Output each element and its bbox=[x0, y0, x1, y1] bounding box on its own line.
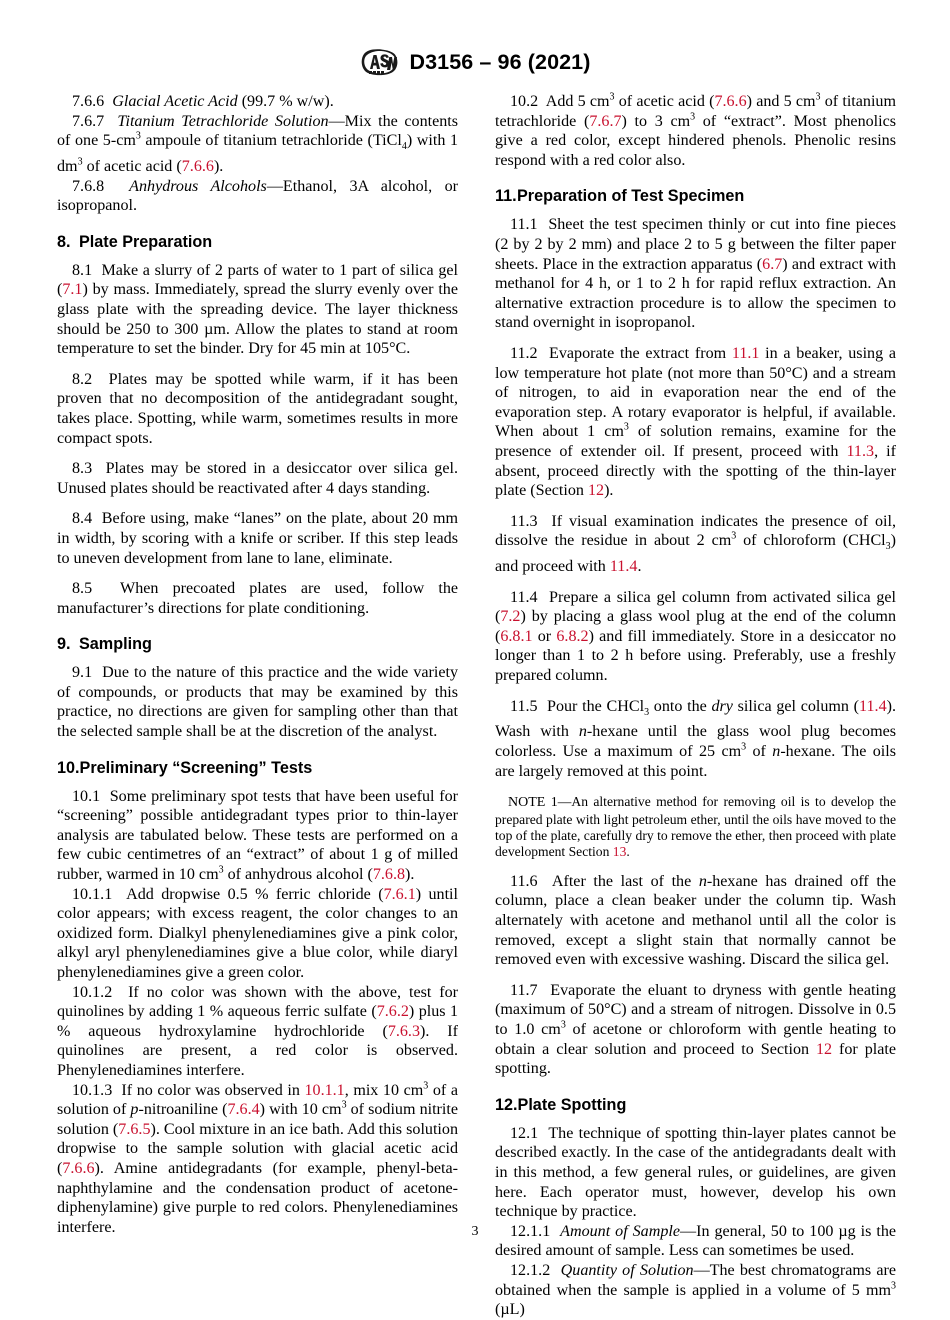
clause-number: 10.1.3 bbox=[72, 1081, 113, 1099]
clause-text: Evaporate the eluant to dryness with gentle heating (maximum of 50°C) and a stream of nitrogen. Dissolve in 0.5 to 1.0 $cm^3$ of acetone or chloroform with gentle heating to obtain a clear solution and proceed to Section 12 for plate spotting. bbox=[495, 981, 897, 1078]
cross-reference-7-6-5[interactable]: 7.6.5 bbox=[118, 1120, 151, 1138]
clause-10-1-3 bbox=[57, 1081, 458, 1238]
clause-11-2 bbox=[495, 344, 896, 501]
clause-11-5 bbox=[495, 697, 896, 782]
section-title: Plate Preparation bbox=[79, 232, 213, 251]
cross-reference-10-1-1[interactable]: 10.1.1 bbox=[304, 1081, 345, 1099]
clause-number: 11.2 bbox=[510, 344, 538, 362]
heading-section-10 bbox=[57, 759, 458, 778]
clause-text: Add dropwise 0.5 % ferric chloride (7.6.1) until color appears; with excess reagent, the color changes to an oxidized form. Dialkyl phenylenediamines give a pink color, alkyl aryl phenylenediamines give a blue color, while diaryl phenylenediamines give a green color. bbox=[57, 885, 458, 981]
clause-text: —Ethanol, 3A alcohol, or isopropanol. bbox=[57, 177, 459, 215]
clause-text: Prepare a silica gel column from activated silica gel (7.2) by placing a glass wool plug at the end of the column (6.8.1 or 6.8.2) and fill immediately. Store in a desiccator no longer than 1 to 2 h before using. Preferably, use a freshly prepared column. bbox=[495, 588, 896, 685]
cross-reference-11-3[interactable]: 11.3 bbox=[846, 442, 875, 460]
clause-text: Plates may be stored in a desiccator over silica gel. Unused plates should be reactivated after 4 days standing. bbox=[57, 460, 458, 497]
clause-text: The technique of spotting thin-layer plates cannot be described exactly. In the case of the antidegradants dealt with in this method, a few general rules, or guidelines, are given here. Each operator must, however, develop his own technique by practice. bbox=[495, 1124, 896, 1221]
note-label: NOTE 1 bbox=[508, 795, 558, 811]
section-title: Preparation of Test Specimen bbox=[517, 187, 745, 206]
clause-title: Anhydrous Alcohols bbox=[129, 177, 267, 195]
cross-reference-7-6-8[interactable]: 7.6.8 bbox=[372, 866, 406, 884]
clause-12-1-2 bbox=[495, 1261, 896, 1320]
clause-text: —Mix the contents of one $5-cm^3$ ampoule of titanium tetrachloride (TiCl$_4$) with 1 $dm^3$ of acetic acid (7.6.6). bbox=[57, 112, 459, 175]
clause-number: 8.5 bbox=[72, 580, 93, 598]
clause-10-2 bbox=[495, 92, 896, 170]
clause-7-6-8 bbox=[57, 177, 458, 216]
cross-reference-7-6-1[interactable]: 7.6.1 bbox=[383, 885, 416, 903]
cross-reference-7-1[interactable]: 7.1 bbox=[62, 281, 83, 299]
clause-title: Quantity of Solution bbox=[560, 1261, 694, 1279]
clause-text: If visual examination indicates the presence of oil, dissolve the residue in about 2 $cm^3$ of chloroform (CHCl$_3$) and proceed with 11.4. bbox=[495, 512, 896, 576]
cross-reference-7-6-4[interactable]: 7.6.4 bbox=[227, 1101, 260, 1119]
clause-9-1 bbox=[57, 663, 458, 741]
clause-text: Pour the CHCl$_3$ onto the dry silica gel column (11.4). Wash with n-hexane until the glass wool plug becomes colorless. Use a maximum of 25 $cm^3$ of n-hexane. The oils are largely removed at this point. bbox=[495, 697, 897, 780]
clause-text: Sheet the test specimen thinly or cut into fine pieces (2 by 2 by 2 mm) and place 2 to 5 g between the filter paper sheets. Place in the extraction apparatus (6.7) and extract with methanol for 4 h, or 1 to 2 h for rapid reflux extraction. An alternative extraction procedure is to allow the specimen to stand overnight in isopropanol. bbox=[495, 216, 896, 332]
clause-text: Before using, make “lanes” on the plate, about 20 mm in width, by scoring with a knife or scriber. If this step leads to uneven development from lane to lane, eliminate. bbox=[57, 510, 459, 567]
cross-reference-7-6-6[interactable]: 7.6.6 bbox=[181, 158, 214, 175]
section-number: 8. bbox=[57, 232, 71, 251]
clause-number: 10.2 bbox=[510, 93, 539, 110]
clause-8-2 bbox=[57, 370, 458, 448]
cross-reference-section-12[interactable]: 12 bbox=[587, 482, 605, 500]
clause-10-1 bbox=[57, 787, 458, 885]
right-column bbox=[495, 92, 896, 1320]
cross-reference-11-4[interactable]: 11.4 bbox=[609, 558, 638, 576]
clause-number: 11.1 bbox=[510, 216, 538, 234]
clause-number: 10.1.1 bbox=[72, 885, 113, 903]
clause-text: —The best chromatograms are obtained when the sample is applied in a volume of 5 $mm^3$ (µL) bbox=[495, 1261, 896, 1319]
clause-text: (99.7 % w/w). bbox=[237, 93, 334, 110]
clause-8-4 bbox=[57, 509, 458, 568]
cross-reference-6-8-2[interactable]: 6.8.2 bbox=[556, 627, 589, 645]
cross-reference-7-6-7[interactable]: 7.6.7 bbox=[589, 112, 622, 130]
heading-section-8 bbox=[57, 233, 458, 252]
clause-number: 10.1.2 bbox=[72, 983, 113, 1001]
clause-11-4 bbox=[495, 588, 896, 686]
clause-11-7 bbox=[495, 981, 896, 1079]
section-title: Sampling bbox=[79, 635, 152, 654]
cross-reference-7-6-3[interactable]: 7.6.3 bbox=[387, 1022, 420, 1040]
page-footer bbox=[0, 1224, 950, 1240]
clause-11-1 bbox=[495, 215, 896, 333]
clause-number: 10.1 bbox=[72, 787, 101, 805]
heading-section-11 bbox=[495, 187, 896, 206]
note-1 bbox=[495, 794, 896, 861]
clause-text: If no color was shown with the above, test for quinolines by adding 1 % aqueous ferric sulfate (7.6.2) plus 1 % aqueous hydroxylamine hydrochloride (7.6.3). If quinolines are present, a red color is observed. Phenylenediamines interfere. bbox=[57, 983, 459, 1079]
clause-number: 11.4 bbox=[510, 588, 538, 606]
clause-7-6-7 bbox=[57, 112, 458, 177]
section-number: 9. bbox=[57, 635, 71, 654]
left-column bbox=[57, 92, 458, 1320]
clause-number: 11.5 bbox=[510, 697, 538, 715]
clause-text: Evaporate the extract from 11.1 in a beaker, using a low temperature hot plate (not more than 50°C) and a stream of nitrogen, to aid in evaporation near the end of the evaporation step. A rotary evaporator is helpful, if available. When about 1 $cm^3$ of solution remains, examine for the presence of extender oil. If present, proceed with 11.3, if absent, proceed directly with the spotting of the thin-layer plate (Section 12). bbox=[495, 344, 896, 500]
clause-title: Glacial Acetic Acid bbox=[112, 93, 238, 110]
cross-reference-7-2[interactable]: 7.2 bbox=[500, 608, 521, 626]
clause-11-6 bbox=[495, 872, 896, 970]
page-header bbox=[0, 48, 950, 77]
heading-section-12 bbox=[495, 1096, 896, 1115]
clause-number: 7.6.8 bbox=[72, 177, 105, 195]
cross-reference-section-12b[interactable]: 12 bbox=[815, 1040, 833, 1058]
clause-text: Make a slurry of 2 parts of water to 1 part of silica gel (7.1) by mass. Immediately, spread the slurry evenly over the glass plate with the spreading device. The layer thickness should be 250 to 300 µm. Allow the plates to stand at room temperature to set the binder. Dry for 45 min at 105°C. bbox=[57, 261, 459, 358]
clause-number: 8.4 bbox=[72, 510, 93, 528]
section-title: Plate Spotting bbox=[517, 1095, 627, 1114]
clause-number: 12.1 bbox=[510, 1124, 539, 1142]
clause-8-5 bbox=[57, 579, 458, 618]
clause-number: 12.1.2 bbox=[510, 1261, 551, 1279]
two-column-body bbox=[57, 92, 897, 1320]
cross-reference-6-8-1[interactable]: 6.8.1 bbox=[500, 627, 533, 645]
clause-12-1 bbox=[495, 1124, 896, 1222]
heading-section-9 bbox=[57, 635, 458, 654]
clause-number: 8.3 bbox=[72, 460, 93, 478]
cross-reference-7-6-6b[interactable]: 7.6.6 bbox=[62, 1159, 95, 1177]
clause-number: 7.6.7 bbox=[72, 112, 105, 130]
clause-text: After the last of the n-hexane has drained off the column, place a clean beaker under the column tip. Wash alternately with acetone and methanol until all the color is removed, except a slight stain that normally cannot be removed even with excessive washing. Discard the silica gel. bbox=[495, 872, 896, 969]
clause-number: 11.6 bbox=[510, 872, 538, 890]
clause-text: Due to the nature of this practice and the wide variety of compounds, or products that may be examined by this practice, no directions are given for sampling other than that the selected sample shall be at the discretion of the analyst. bbox=[57, 664, 459, 741]
page-number: 3 bbox=[471, 1224, 479, 1239]
cross-reference-11-4b[interactable]: 11.4 bbox=[859, 697, 887, 715]
clause-8-3 bbox=[57, 459, 458, 498]
cross-reference-7-6-6c[interactable]: 7.6.6 bbox=[714, 93, 747, 110]
section-number: 10. bbox=[57, 758, 80, 777]
clause-title: Titanium Tetrachloride Solution bbox=[117, 112, 329, 130]
cross-reference-section-13[interactable]: 13 bbox=[612, 844, 627, 860]
clause-text: If no color was observed in 10.1.1, mix 10 $cm^3$ of a solution of p-nitroaniline (7.6.4) with 10 $cm^3$ of sodium nitrite solution (7.6.5). Cool mixture in an ice bath. Add this solution dropwise to the sample solution with glacial acetic acid (7.6.6). Amine antidegradants (for example, phenyl-beta-naphthylamine and the condensation product of acetone-diphenylamine) give purple to red colors. Phenylenediamines interfere. bbox=[57, 1080, 459, 1236]
clause-text: —In general, 50 to 100 µg is the desired amount of sample. Less can sometimes be used. bbox=[495, 1222, 897, 1260]
clause-title: Amount of Sample bbox=[560, 1222, 681, 1240]
clause-10-1-2 bbox=[57, 983, 458, 1081]
clause-number: 9.1 bbox=[72, 664, 93, 682]
clause-number: 8.1 bbox=[72, 261, 93, 279]
clause-7-6-6 bbox=[57, 92, 458, 112]
clause-11-3 bbox=[495, 512, 896, 577]
clause-text: When precoated plates are used, follow the manufacturer’s directions for plate conditioning. bbox=[57, 580, 459, 617]
clause-text: Some preliminary spot tests that have been useful for “screening” possible antidegradant types prior to thin-layer analysis are tabulated below. These tests are performed on a few cubic centimetres of an “extract” of about 1 g of milled rubber, warmed in 10 $cm^3$ of anhydrous alcohol (7.6.8). bbox=[57, 787, 458, 884]
clause-8-1 bbox=[57, 261, 458, 359]
astm-logo-icon bbox=[360, 48, 400, 77]
clause-10-1-1 bbox=[57, 885, 458, 983]
cross-reference-11-1[interactable]: 11.1 bbox=[731, 344, 760, 362]
clause-number: 8.2 bbox=[72, 370, 93, 388]
note-text: —An alternative method for removing oil is to develop the prepared plate with light petroleum ether, until the oils have moved to the top of the plate, carefully dry to remove the ether, then proceed with plate development Section 13. bbox=[495, 794, 896, 860]
clause-number: 7.6.6 bbox=[72, 93, 105, 110]
clause-text: Plates may be spotted while warm, if it has been proven that no decomposition of the antidegradant sought, takes place. Spotting, while warm, sometimes results in more compact spots. bbox=[57, 370, 458, 447]
clause-number: 12.1.1 bbox=[510, 1222, 551, 1240]
page-title: D3156 – 96 (2021) bbox=[409, 50, 591, 74]
cross-reference-7-6-2[interactable]: 7.6.2 bbox=[376, 1003, 409, 1021]
section-number: 11. bbox=[495, 187, 517, 206]
section-number: 12. bbox=[495, 1095, 518, 1114]
clause-number: 11.7 bbox=[510, 981, 538, 999]
section-title: Preliminary “Screening” Tests bbox=[79, 758, 313, 777]
clause-number: 11.3 bbox=[510, 512, 538, 530]
cross-reference-6-7[interactable]: 6.7 bbox=[762, 255, 783, 273]
clause-text: Add 5 $cm^3$ of acetic acid (7.6.6) and 5 $cm^3$ of titanium tetrachloride (7.6.7) to 3 $cm^3$ of “extract”. Most phenolics give a red color, except hindered phenols. Phenolic resins respond with a red color also. bbox=[495, 91, 897, 169]
